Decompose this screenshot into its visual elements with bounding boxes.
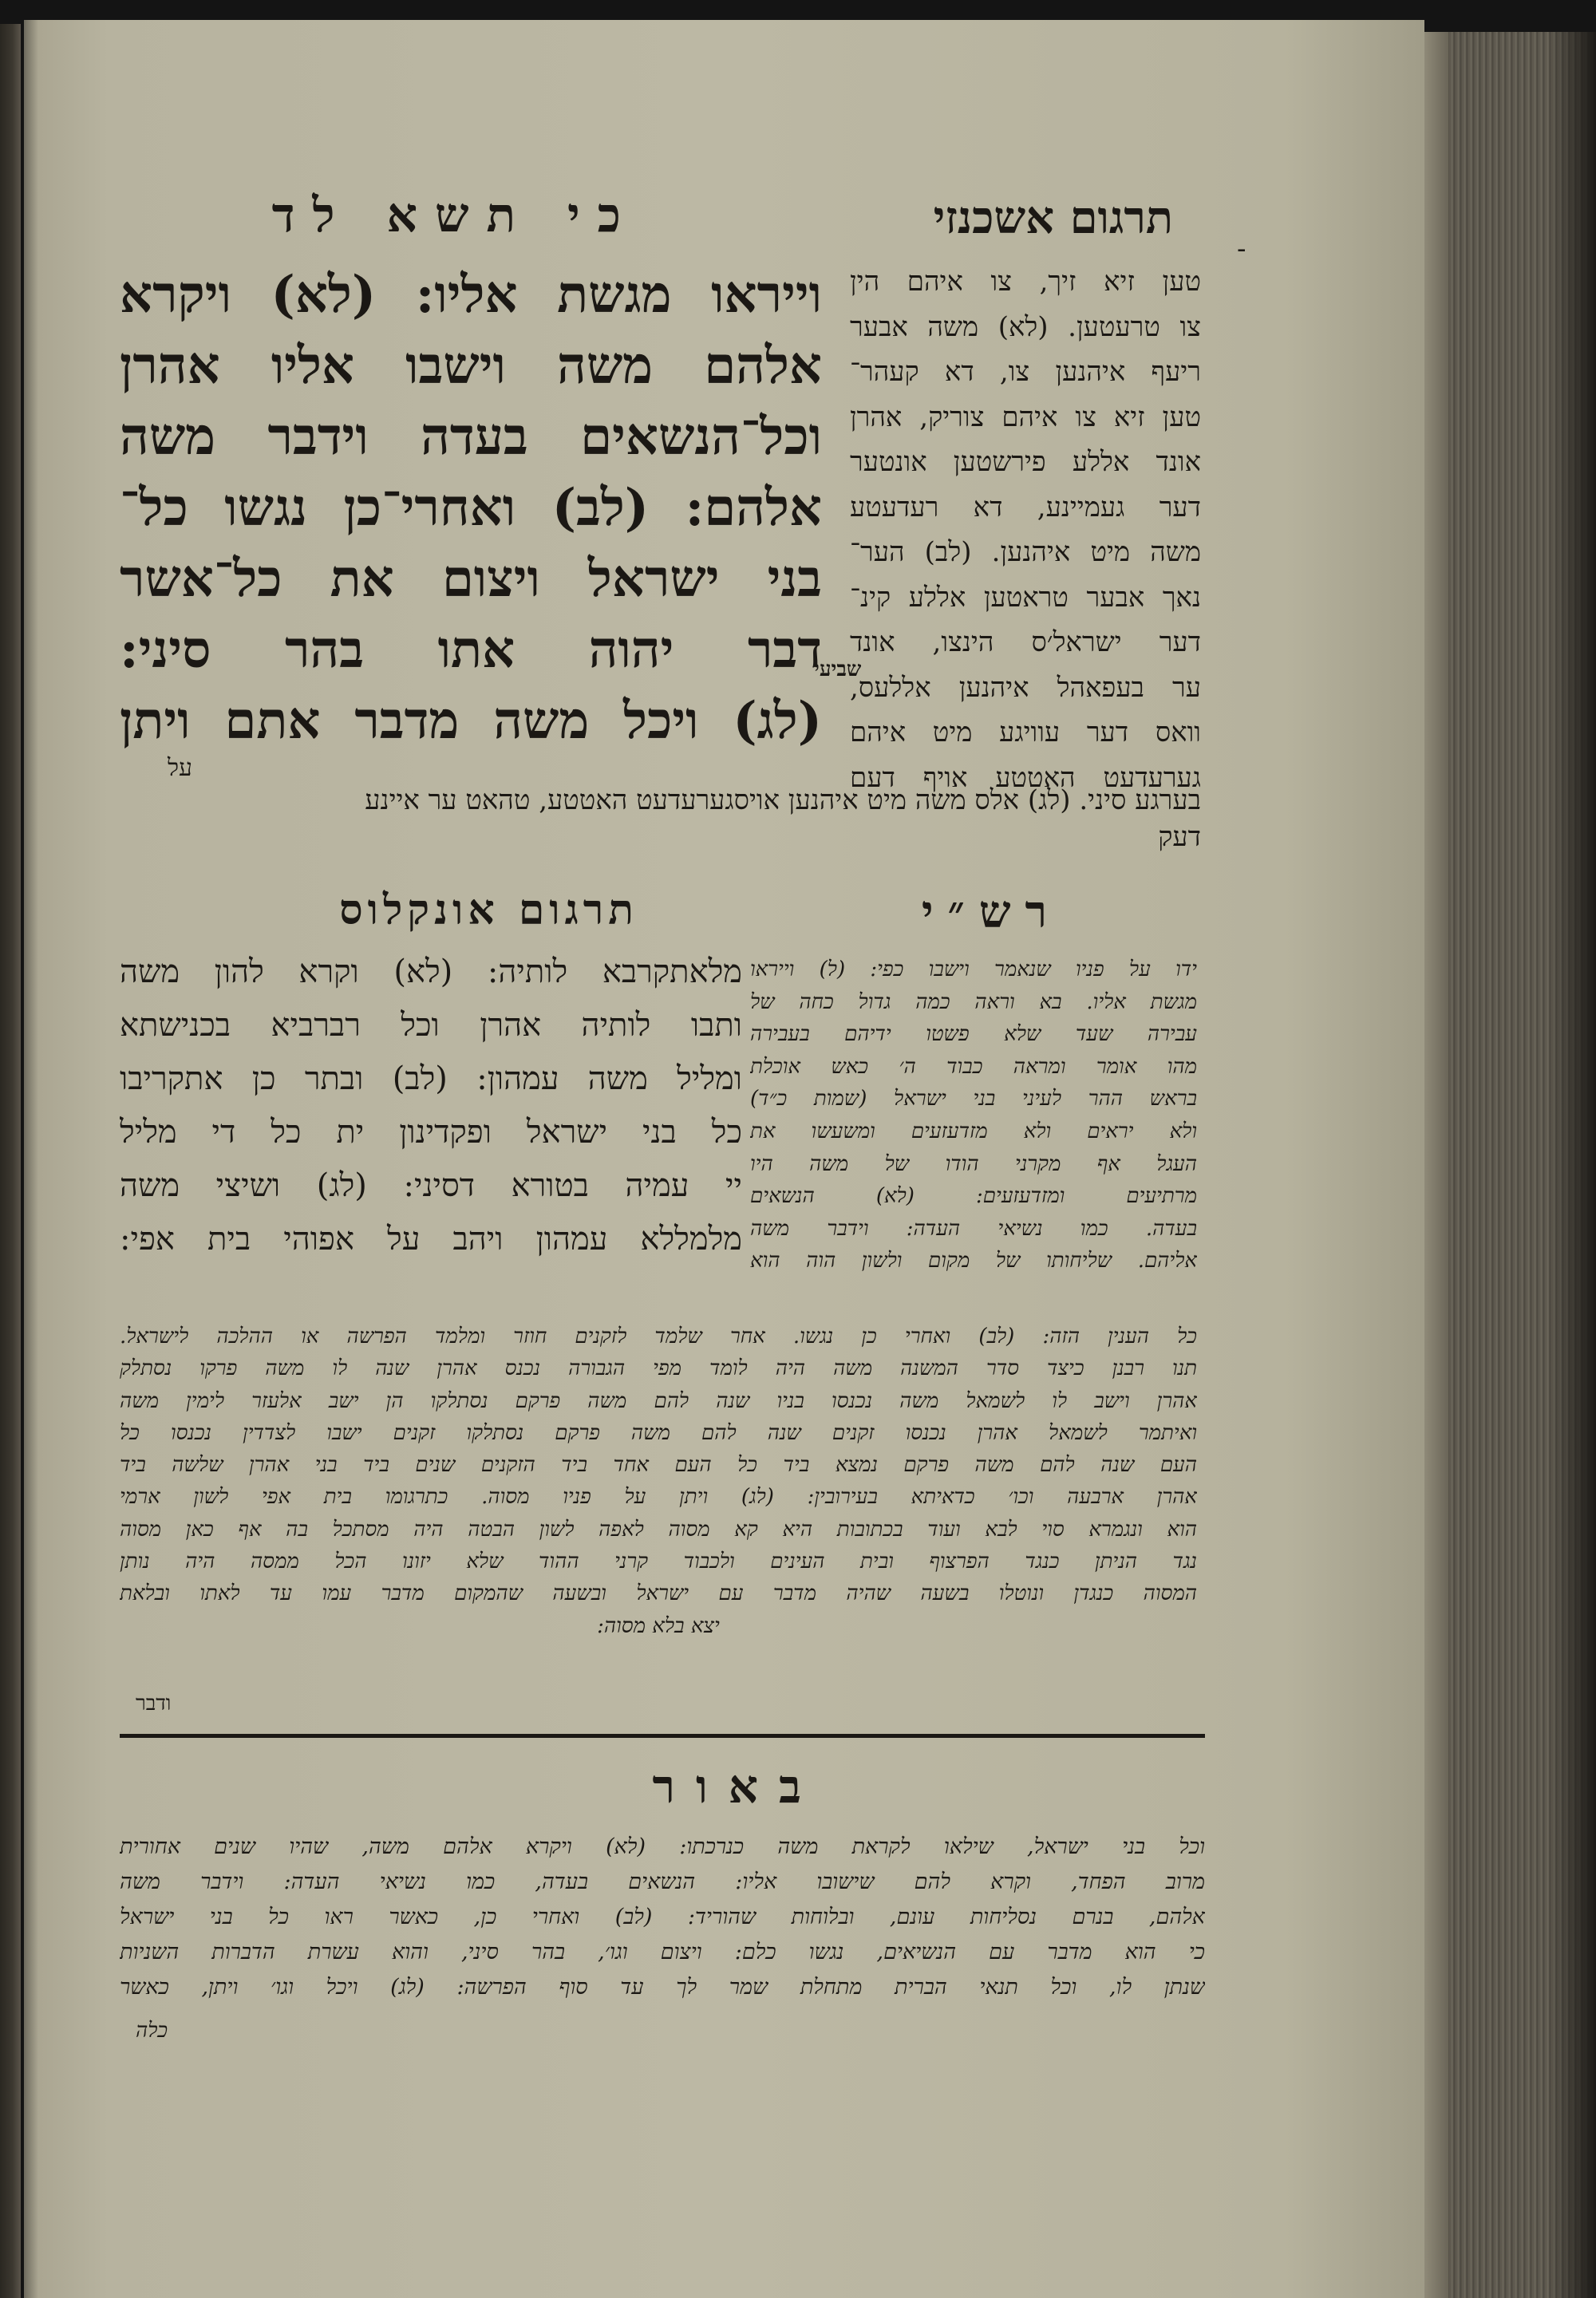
rashi-line: אהרן וישב לו לשמאל משה נכנסו בניו שנה להם משה פרקם נסתלקו הן ישב אלעזר לימין משה [120, 1388, 1197, 1413]
running-head-targum: תרגום אשכנזי [933, 192, 1173, 244]
verse-catchword: על [168, 754, 193, 782]
yiddish-catchword: דעק [1158, 821, 1201, 853]
verse-line: בני ישראל ויצום את כל־אשר [120, 549, 822, 609]
yiddish-line: דער ישראל׳ס הינצו, אונד [850, 626, 1201, 658]
rashi-line: העם שנה להם משה פרקם נמצא ביד כל העם אחד ביד הזקנים שנים ביד בני אהרן שלשה ביד [120, 1453, 1197, 1478]
rashi-line: בעדה. כמו נשיאי העדה: וידבר משה [750, 1216, 1197, 1241]
yiddish-line: ער בעפאהל איהנען אללעס, [850, 671, 1201, 704]
biur-line: מרוב הפחד, וקרא להם שישובו אליו: הנשאים בעדה, כמו נשיאי העדה: וידבר משה [120, 1870, 1205, 1894]
verse-line: וייראו מגשת אליו: (לא) ויקרא [120, 265, 822, 325]
rashi-line: אהרן ארבעה וכו׳ כדאיתא בעירובין: (לג) ויתן על פניו מסוה. כתרגומו בית אפי לשון ארמי [120, 1485, 1197, 1510]
rashi-line: מגשת אליו. בא וראה כמה גדול כחה של [750, 989, 1197, 1014]
rashi-line: בראש ההר לעיני בני ישראל (שמות כ״ד) [750, 1087, 1197, 1111]
verse-line: אלהם: (לב) ואחרי־כן נגשו כל־ [120, 478, 822, 538]
onkelos-block [120, 946, 742, 1266]
verse-line: וכל־הנשאים בעדה וידבר משה [120, 407, 822, 467]
rashi-line: אליהם. שליחותו של מקום ולשון הוה הוא [750, 1249, 1197, 1273]
rashi-line: המסוה כנגדן ונוטלו בשעה שהיה מדבר עם ישראל ובשעה שהמקום מדבר עמו עד לאתו ובלאת [120, 1581, 1197, 1606]
verse-line: אלהם משה וישבו אליו אהרן [120, 336, 822, 396]
onkelos-line: יי עמיה בטורא דסיני: (לג) ושיצי משה [120, 1167, 742, 1204]
verse-line: (לג) ויכל משה מדבר אתם ויתן [120, 691, 822, 751]
torah-verse-block [120, 259, 822, 756]
page-gutter-shadow [24, 20, 38, 2298]
yiddish-line: ריעף איהנען צו, דא קעהר־ [850, 356, 1201, 388]
onkelos-line: מלמללא עמהון ויהב על אפוהי בית אפי: [120, 1221, 742, 1258]
rashi-line: יצא בלא מסוה: [597, 1613, 720, 1638]
left-page-edge [0, 24, 21, 2298]
rashi-line: הוא ונגמרא סוי לבא ועוד בכתובות היא קא מסוה לאפה לשון הבטה היה מסתכל בה אף כאן מסוה [120, 1517, 1197, 1542]
yiddish-line: אונד אללע פירשטען אונטער [850, 446, 1201, 478]
rashi-catchword: ודבר [136, 1692, 172, 1716]
rashi-line: ידו על פניו שנאמר וישבו כפי: (ל) וייראו [750, 958, 1197, 981]
onkelos-line: כל בני ישראל ופקדינון ית כל די מליל [120, 1114, 742, 1151]
rashi-line: מרתיעים ומזדעזעים: (לא) הנשאים [750, 1184, 1197, 1209]
yiddish-translation [850, 259, 1201, 800]
rashi-line: ואיתמר לשמאל אהרן נכנסו זקנים שנה להם משה פרקם נסתלקו זקנים ישבו לצדדין נכנסו כל [120, 1420, 1197, 1445]
yiddish-line: בערגע סיני. (לג) אלס משה מיט איהנען אויסגערעדעט האטטע, טהאט ער איינע [365, 784, 1201, 816]
biur-line: וכל בני ישראל, שילאו לקראת משה כנרכתו: (לא) ויקרא אלהם משה, שהיו שנים אחורית [120, 1834, 1205, 1859]
biur-line: כי הוא מדבר עם הנשיאים, נגשו כלם: ויצום וגו׳, בהר סיני, והוא עשרת הדברות השניות [120, 1940, 1205, 1964]
yiddish-line: טען זיא צו איהם צוריק, אהרן [850, 401, 1201, 433]
rashi-line: נגד הניתן כנגד הפרצוף ובית העינים ולכבוד קרני ההוד שלא יזונו הכל ממסה היה נותן [120, 1550, 1197, 1574]
rashi-line: כל הענין הזה: (לב) ואחרי כן נגשו. אחר שלמד לזקנים חוזר ומלמד הפרשה או ההלכה לישראל. [120, 1325, 1197, 1348]
yiddish-line: נאך אבער טראטען אללע קינ־ [850, 581, 1201, 614]
yiddish-line: דער געמיינע, דא רעדעטע [850, 491, 1201, 523]
rashi-commentary [750, 954, 1197, 1277]
biur-line: אלהם, בנרם נסליחות עונם, ובלוחות שהוריד: (לב) ואחרי כן, כאשר ראו כל בני ישראל [120, 1905, 1205, 1929]
onkelos-line: ומליל משה עמהון: (לב) ובתר כן אתקריבו [120, 1060, 742, 1097]
rashi-line: ולא יראים ולא מזדעזעים ומשעשו את [750, 1119, 1197, 1143]
biur-line: שנתן לו, וכל תנאי הברית מתחלת שמר לך עד סוף הפרשה: (לג) ויכל וגו׳ ויתן, כאשר [120, 1975, 1205, 2000]
book-page [24, 20, 1424, 2298]
rashi-line: העגל אף מקרני הודו של משה היו [750, 1151, 1197, 1176]
biur-catchword: כלה [136, 2019, 168, 2043]
biur-title: באור [652, 1759, 822, 1814]
yiddish-continuation [168, 782, 1201, 855]
onkelos-line: מלאתקרבא לותיה: (לא) וקרא להון משה [120, 954, 742, 990]
rashi-title: רש״י [921, 886, 1061, 938]
biur-commentary [120, 1830, 1205, 2005]
yiddish-line: גערעדעט האטטע אויף דעם [850, 761, 1201, 794]
rashi-line: תנו רבנן כיצד סדר המשנה משה היה לומד מפי הגבורה נכנס אהרן שנה לו משה פרקו נסתלק [120, 1356, 1197, 1381]
section-divider [120, 1734, 1205, 1738]
yiddish-line: וואס דער עוויגע מיט איהם [850, 717, 1201, 748]
hyphen-mark: - [1237, 233, 1246, 265]
verse-line: דבר יהוה אתו בהר סיני: [120, 620, 822, 680]
yiddish-line: צו טרעטען. (לא) משה אבער [850, 310, 1201, 343]
onkelos-line: ותבו לותיה אהרן וכל רברביא בכנישתא [120, 1007, 742, 1044]
aliyah-marker: שביעי [814, 657, 862, 681]
rashi-line: עבירה שעד שלא פשטו ידיהם בעבירה [750, 1022, 1197, 1047]
rashi-line: מהו אומר ומראה כבוד ה׳ כאש אוכלת [750, 1054, 1197, 1079]
running-head-parsha: כי תשא לד [271, 188, 638, 243]
yiddish-line: טען זיא זיך, צו איהם הין [850, 266, 1201, 298]
rashi-commentary-wide [120, 1321, 1197, 1642]
book-page-edges [1424, 32, 1596, 2298]
yiddish-line: משה מיט איהנען. (לב) הער־ [850, 536, 1201, 568]
onkelos-title: תרגום אונקלוס [339, 886, 638, 934]
